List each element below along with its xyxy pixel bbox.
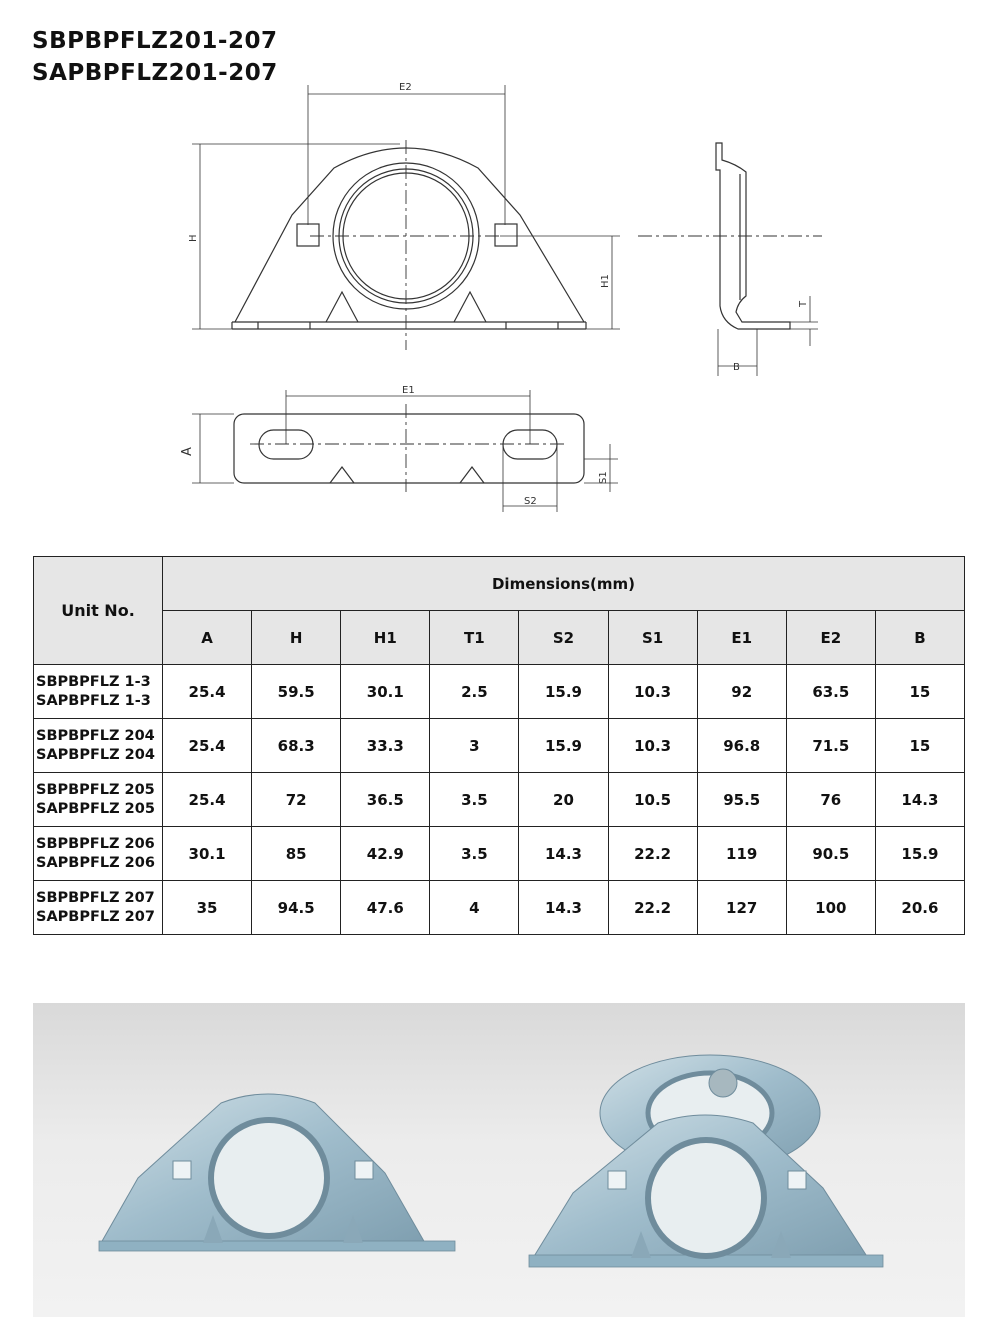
column-header-h1: H1 xyxy=(341,611,430,665)
dimension-cell-b: 14.3 xyxy=(875,773,964,827)
product-title-line-2: SAPBPFLZ201-207 xyxy=(32,60,278,86)
technical-drawing xyxy=(0,0,1000,540)
unit-no-text: SBPBPFLZ 1-3 xyxy=(36,673,151,690)
dimension-cell-e2: 63.5 xyxy=(786,665,875,719)
product-photos xyxy=(33,1003,965,1317)
dimension-cell-b: 15.9 xyxy=(875,827,964,881)
square-hole-right xyxy=(495,224,517,246)
table-row xyxy=(34,719,965,773)
table-row xyxy=(34,827,965,881)
unit-no-text: SBPBPFLZ 207 xyxy=(36,889,155,906)
dimension-cell-b: 15 xyxy=(875,719,964,773)
dimension-cell-h: 68.3 xyxy=(252,719,341,773)
unit-no-cell xyxy=(34,827,163,881)
label-h: H xyxy=(188,234,199,242)
dimension-cell-e1: 95.5 xyxy=(697,773,786,827)
front-view-outline xyxy=(235,148,584,322)
dimension-cell-t1: 4 xyxy=(430,881,519,935)
column-header-s2: S2 xyxy=(519,611,608,665)
dimension-cell-s2: 15.9 xyxy=(519,719,608,773)
dimension-cell-h1: 30.1 xyxy=(341,665,430,719)
dimension-cell-a: 25.4 xyxy=(163,719,252,773)
unit-no-header: Unit No. xyxy=(34,557,163,665)
unit-no-text: SAPBPFLZ 206 xyxy=(36,854,155,871)
unit-no-text: SBPBPFLZ 204 xyxy=(36,727,155,744)
column-header-e2: E2 xyxy=(786,611,875,665)
unit-no-cell xyxy=(34,773,163,827)
column-header-a: A xyxy=(163,611,252,665)
column-header-b: B xyxy=(875,611,964,665)
unit-no-cell xyxy=(34,881,163,935)
table-row xyxy=(34,773,965,827)
dimension-cell-h: 94.5 xyxy=(252,881,341,935)
label-h1: H1 xyxy=(600,274,611,288)
unit-no-text: SBPBPFLZ 206 xyxy=(36,835,155,852)
column-header-row xyxy=(34,611,965,665)
dimension-cell-h1: 42.9 xyxy=(341,827,430,881)
column-header-s1: S1 xyxy=(608,611,697,665)
unit-no-cell xyxy=(34,719,163,773)
dimension-cell-s2: 14.3 xyxy=(519,881,608,935)
column-header-e1: E1 xyxy=(697,611,786,665)
dimension-cell-h1: 33.3 xyxy=(341,719,430,773)
dimension-cell-t1: 3.5 xyxy=(430,827,519,881)
dimension-cell-s2: 14.3 xyxy=(519,827,608,881)
label-b: B xyxy=(733,362,740,373)
dimension-cell-b: 20.6 xyxy=(875,881,964,935)
dimension-cell-e2: 76 xyxy=(786,773,875,827)
dimension-cell-e1: 96.8 xyxy=(697,719,786,773)
dimension-cell-s1: 10.3 xyxy=(608,665,697,719)
label-e1: E1 xyxy=(402,385,415,396)
unit-no-cell xyxy=(34,665,163,719)
dimension-cell-a: 25.4 xyxy=(163,665,252,719)
dimension-cell-h1: 47.6 xyxy=(341,881,430,935)
bracket-photo-right xyxy=(529,1055,883,1267)
bracket-photo-left xyxy=(99,1094,455,1251)
product-photo-panel xyxy=(33,1003,965,1317)
dimension-cell-e1: 127 xyxy=(697,881,786,935)
dimension-cell-e1: 119 xyxy=(697,827,786,881)
dimension-cell-e1: 92 xyxy=(697,665,786,719)
dimension-cell-a: 30.1 xyxy=(163,827,252,881)
unit-no-text: SAPBPFLZ 205 xyxy=(36,800,155,817)
dimension-cell-h: 85 xyxy=(252,827,341,881)
label-s1: S1 xyxy=(598,471,609,484)
dimension-cell-e2: 100 xyxy=(786,881,875,935)
dimension-cell-t1: 3.5 xyxy=(430,773,519,827)
dimensions-header: Dimensions(mm) xyxy=(163,557,965,611)
dimension-cell-h1: 36.5 xyxy=(341,773,430,827)
table-row xyxy=(34,881,965,935)
dimension-cell-h: 72 xyxy=(252,773,341,827)
dimension-cell-t1: 3 xyxy=(430,719,519,773)
dimension-cell-s1: 22.2 xyxy=(608,827,697,881)
side-view-profile xyxy=(716,143,790,329)
dimension-cell-t1: 2.5 xyxy=(430,665,519,719)
label-a: A xyxy=(180,447,195,456)
dimension-cell-s1: 10.3 xyxy=(608,719,697,773)
dimension-cell-a: 35 xyxy=(163,881,252,935)
label-s2: S2 xyxy=(524,496,537,507)
column-header-t1: T1 xyxy=(430,611,519,665)
label-e2: E2 xyxy=(399,82,412,93)
unit-no-text: SBPBPFLZ 205 xyxy=(36,781,155,798)
unit-no-text: SAPBPFLZ 1-3 xyxy=(36,692,151,709)
unit-no-text: SAPBPFLZ 207 xyxy=(36,908,155,925)
dimension-cell-e2: 71.5 xyxy=(786,719,875,773)
dimension-cell-s2: 15.9 xyxy=(519,665,608,719)
table-body xyxy=(34,665,965,935)
dimension-cell-s2: 20 xyxy=(519,773,608,827)
bottom-view-outline xyxy=(234,414,584,483)
square-hole-left xyxy=(297,224,319,246)
dimension-cell-h: 59.5 xyxy=(252,665,341,719)
dimension-cell-e2: 90.5 xyxy=(786,827,875,881)
unit-no-text: SAPBPFLZ 204 xyxy=(36,746,155,763)
product-title-line-1: SBPBPFLZ201-207 xyxy=(32,28,278,54)
column-header-h: H xyxy=(252,611,341,665)
label-t: T xyxy=(798,300,809,307)
dimension-cell-s1: 22.2 xyxy=(608,881,697,935)
table-row xyxy=(34,665,965,719)
dimension-cell-b: 15 xyxy=(875,665,964,719)
dimension-cell-s1: 10.5 xyxy=(608,773,697,827)
dimensions-table xyxy=(33,556,965,935)
dimension-cell-a: 25.4 xyxy=(163,773,252,827)
